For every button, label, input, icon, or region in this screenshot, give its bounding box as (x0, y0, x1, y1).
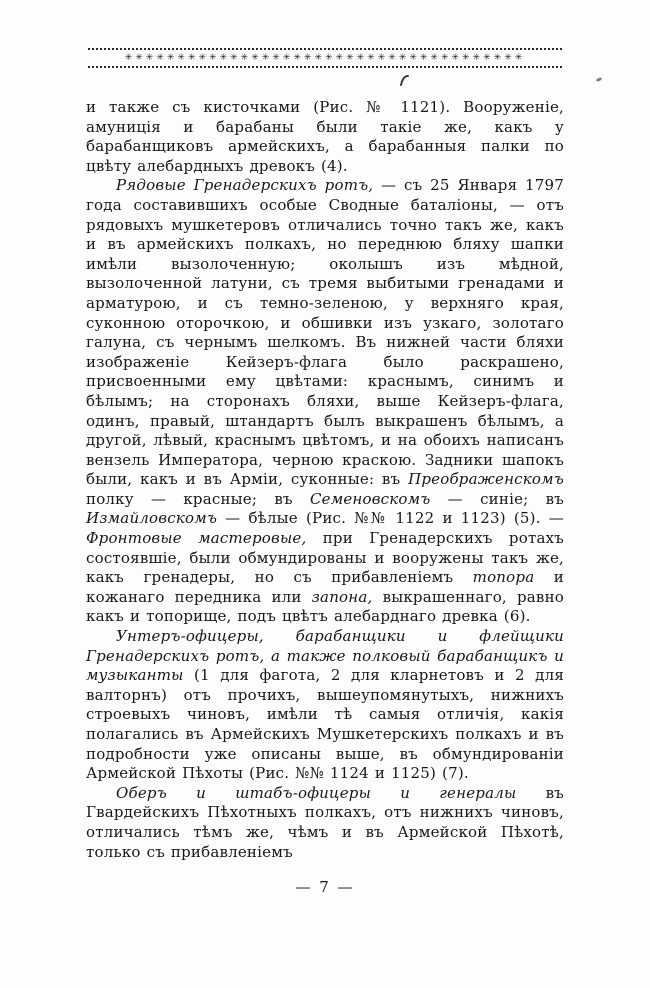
paragraph (86, 784, 564, 862)
ornamental-border: ✳✳✳✳✳✳✳✳✳✳✳✳✳✳✳✳✳✳✳✳✳✳✳✳✳✳✳✳✳✳✳✳✳✳✳✳✳✳ (88, 48, 562, 68)
paragraph (86, 176, 564, 627)
text-run: — синіе; въ (430, 489, 564, 508)
text-run: — бѣлые (Рис. №№ 1122 и 1123) (5). — (217, 509, 564, 528)
ink-mark-icon (398, 72, 410, 91)
text-run-italic: запона, (311, 587, 373, 606)
text-run: и кожанаго передника или (86, 568, 564, 606)
book-page (0, 48, 650, 988)
text-run-italic: Семеновскомъ (309, 489, 431, 508)
text-run: выкрашеннаго, равно какъ и топорище, подъ цвѣтъ алебарднаго древка (6). (86, 587, 564, 626)
text-run: при Гренадерскихъ ротахъ состоявшіе, были обмундированы и вооружены такъ же, какъ гренадеры, но съ прибавленіемъ (86, 529, 564, 587)
page-text (86, 98, 564, 862)
text-run: — съ 25 Января 1797 года составившихъ особые Сводные баталіоны, — отъ рядовыхъ мушкетеровъ отличались точно такъ же, какъ и въ армейскихъ полкахъ, но переднюю бляху шапки имѣли вызолоченную; околышъ изъ мѣдной, вызолоченной латуни, съ тремя выбитыми гренадами и арматурою, и съ темно-зеленою, у верхняго края, суконною оторочкою, и обшивки изъ узкаго, золотаго галуна, съ чернымъ шелкомъ. Въ нижней части бляхи изображеніе Кейзеръ-флага было раскрашено, присвоенными ему цвѣтами: краснымъ, синимъ и бѣлымъ; на сторонахъ бляхи, выше Кейзеръ-флага, одинъ, правый, штандартъ былъ выкрашенъ бѣлымъ, а другой, лѣвый, краснымъ цвѣтомъ, и на обоихъ написанъ вензель Императора, черною краскою. Задники шапокъ были, какъ и въ Арміи, суконные: въ (86, 176, 564, 489)
text-run: въ Гвардейскихъ Пѣхотныхъ полкахъ, отъ нижнихъ чиновъ, отличались тѣмъ же, чѣмъ и въ Армейской Пѣхотѣ, только съ прибавленіемъ (86, 783, 565, 861)
text-run-italic: Рядовые Гренадерскихъ ротъ, (116, 176, 374, 195)
paragraph (86, 627, 564, 784)
ink-speck-icon (596, 77, 603, 82)
page-number: — 7 — (295, 878, 355, 897)
text-run-italic: Преображенскомъ (408, 470, 564, 489)
text-run-italic: топора (472, 568, 535, 587)
text-run-italic: Оберъ и штабъ-офицеры и генералы (116, 783, 517, 802)
text-run: (1 для фагота, 2 для кларнетовъ и 2 для валторнъ) отъ прочихъ, вышеупомянутыхъ, нижнихъ строевыхъ чиновъ, имѣли тѣ самыя отличія, какія полагались въ Армейскихъ Мушкетерскихъ полкахъ и въ подробности уже описаны выше, въ обмундированіи Армейской Пѣхоты (Рис. №№ 1124 и 1125) (7). (86, 666, 564, 783)
text-run: полку — красные; въ (86, 489, 310, 508)
text-run-italic: Фронтовые мастеровые, (86, 529, 307, 548)
text-run-italic: Унтеръ-офицеры, барабанщики и флейщики Гренадерскихъ ротъ, а также полковый барабанщикъ и музыканты (86, 627, 564, 685)
paragraph (86, 98, 564, 176)
text-run-italic: Измайловскомъ (86, 509, 218, 528)
text-run: и также съ кисточками (Рис. № 1121). Вооруженіе, амуниція и барабаны были такіе же, какъ у барабанщиковъ армейскихъ, а барабанныя палки по цвѣту алебардныхъ древокъ (4). (86, 98, 564, 175)
